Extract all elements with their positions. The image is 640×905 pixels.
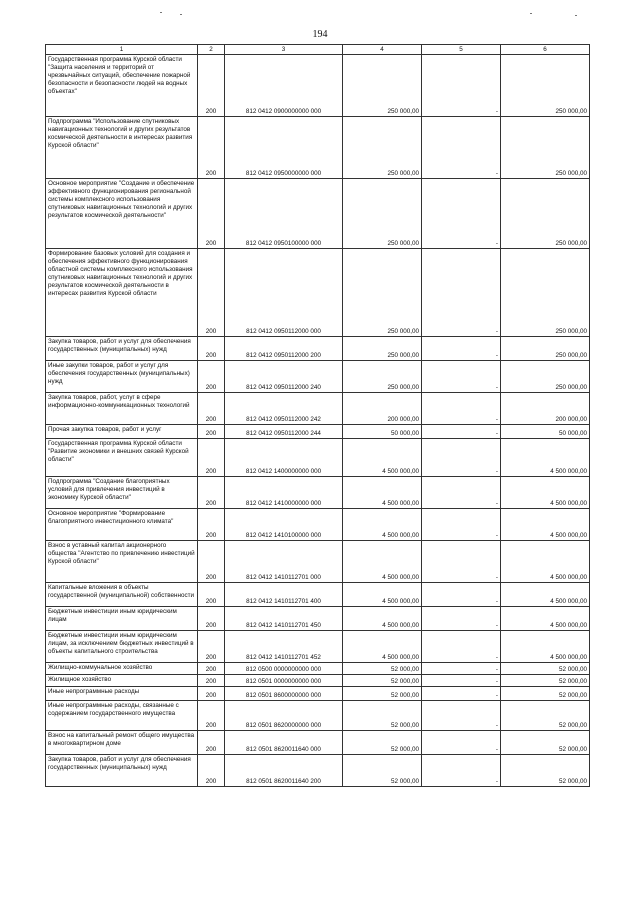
table-row	[46, 663, 590, 675]
row-code-cell: 200	[198, 337, 225, 361]
column-header: 4	[343, 45, 422, 55]
column-header: 2	[198, 45, 225, 55]
row-name-cell: Подпрограмма "Использование спутниковых навигационных технологий и других результатов космической деятельности в интересах развития Курской области"	[46, 117, 198, 179]
row-amount-cell: 4 500 000,00	[343, 439, 422, 477]
row-name-cell: Основное мероприятие "Создание и обеспечение эффективного функционирования региональной системы комплексного использования спутниковых навигационных технологий и других результатов космической деятельности"	[46, 179, 198, 249]
row-total-cell: 52 000,00	[501, 755, 590, 787]
row-total-cell: 50 000,00	[501, 425, 590, 439]
row-col5-cell: -	[422, 663, 501, 675]
row-amount-cell: 52 000,00	[343, 731, 422, 755]
row-name-cell: Жилищно-коммунальное хозяйство	[46, 663, 198, 675]
row-code-cell: 200	[198, 179, 225, 249]
column-header: 1	[46, 45, 198, 55]
row-classification-cell: 812 0412 1410112701 452	[225, 631, 343, 663]
row-amount-cell: 52 000,00	[343, 675, 422, 687]
row-total-cell: 52 000,00	[501, 687, 590, 701]
row-col5-cell: -	[422, 731, 501, 755]
scan-speck	[530, 13, 532, 14]
row-classification-cell: 812 0412 1410112701 000	[225, 541, 343, 583]
row-classification-cell: 812 0412 0950100000 000	[225, 179, 343, 249]
row-name-cell: Основное мероприятие "Формирование благоприятного инвестиционного климата"	[46, 509, 198, 541]
budget-table	[45, 44, 590, 787]
row-amount-cell: 200 000,00	[343, 393, 422, 425]
row-classification-cell: 812 0501 8600000000 000	[225, 687, 343, 701]
row-amount-cell: 250 000,00	[343, 337, 422, 361]
row-code-cell: 200	[198, 541, 225, 583]
row-col5-cell: -	[422, 439, 501, 477]
table-row	[46, 439, 590, 477]
table-row	[46, 337, 590, 361]
row-total-cell: 250 000,00	[501, 337, 590, 361]
row-total-cell: 250 000,00	[501, 55, 590, 117]
row-code-cell: 200	[198, 675, 225, 687]
row-name-cell: Иные непрограммные расходы	[46, 687, 198, 701]
row-name-cell: Подпрограмма "Создание благоприятных условий для привлечения инвестиций в экономику Курской области"	[46, 477, 198, 509]
row-total-cell: 4 500 000,00	[501, 509, 590, 541]
row-total-cell: 250 000,00	[501, 179, 590, 249]
row-code-cell: 200	[198, 687, 225, 701]
column-header-row	[46, 45, 590, 55]
table-row	[46, 393, 590, 425]
row-code-cell: 200	[198, 583, 225, 607]
row-code-cell: 200	[198, 477, 225, 509]
row-col5-cell: -	[422, 675, 501, 687]
row-classification-cell: 812 0412 1410100000 000	[225, 509, 343, 541]
row-amount-cell: 250 000,00	[343, 249, 422, 337]
row-classification-cell: 812 0412 1410000000 000	[225, 477, 343, 509]
row-total-cell: 4 500 000,00	[501, 631, 590, 663]
row-amount-cell: 250 000,00	[343, 179, 422, 249]
row-col5-cell: -	[422, 541, 501, 583]
row-amount-cell: 52 000,00	[343, 663, 422, 675]
row-classification-cell: 812 0501 0000000000 000	[225, 675, 343, 687]
column-header: 6	[501, 45, 590, 55]
row-amount-cell: 52 000,00	[343, 687, 422, 701]
table-row	[46, 675, 590, 687]
row-code-cell: 200	[198, 631, 225, 663]
row-col5-cell: -	[422, 509, 501, 541]
row-name-cell: Закупка товаров, работ и услуг для обеспечения государственных (муниципальных) нужд	[46, 337, 198, 361]
row-name-cell: Формирование базовых условий для создания и обеспечения эффективного функционирования областной системы комплексного использования спутниковых навигационных технологий и других результатов космической деятельности в интересах развития Курской области	[46, 249, 198, 337]
row-total-cell: 4 500 000,00	[501, 583, 590, 607]
row-classification-cell: 812 0501 8620000000 000	[225, 701, 343, 731]
row-col5-cell: -	[422, 117, 501, 179]
row-classification-cell: 812 0412 1400000000 000	[225, 439, 343, 477]
row-code-cell: 200	[198, 117, 225, 179]
row-amount-cell: 4 500 000,00	[343, 607, 422, 631]
row-col5-cell: -	[422, 249, 501, 337]
row-classification-cell: 812 0501 8620011640 200	[225, 755, 343, 787]
row-name-cell: Взнос в уставный капитал акционерного общества "Агентство по привлечению инвестиций Курской области"	[46, 541, 198, 583]
row-code-cell: 200	[198, 439, 225, 477]
row-name-cell: Капитальные вложения в объекты государственной (муниципальной) собственности	[46, 583, 198, 607]
row-classification-cell: 812 0412 1410112701 400	[225, 583, 343, 607]
row-name-cell: Закупка товаров, работ и услуг для обеспечения государственных (муниципальных) нужд	[46, 755, 198, 787]
row-name-cell: Бюджетные инвестиции иным юридическим лицам	[46, 607, 198, 631]
row-classification-cell: 812 0412 0950112000 240	[225, 361, 343, 393]
row-amount-cell: 52 000,00	[343, 755, 422, 787]
table-row	[46, 117, 590, 179]
table-row	[46, 583, 590, 607]
column-header: 3	[225, 45, 343, 55]
row-code-cell: 200	[198, 425, 225, 439]
row-total-cell: 52 000,00	[501, 731, 590, 755]
row-code-cell: 200	[198, 509, 225, 541]
row-name-cell: Бюджетные инвестиции иным юридическим лицам, за исключением бюджетных инвестиций в объекты капитального строительства	[46, 631, 198, 663]
row-total-cell: 52 000,00	[501, 701, 590, 731]
row-code-cell: 200	[198, 663, 225, 675]
row-col5-cell: -	[422, 361, 501, 393]
row-code-cell: 200	[198, 607, 225, 631]
row-col5-cell: -	[422, 425, 501, 439]
row-total-cell: 4 500 000,00	[501, 541, 590, 583]
row-amount-cell: 250 000,00	[343, 117, 422, 179]
row-amount-cell: 4 500 000,00	[343, 631, 422, 663]
row-total-cell: 4 500 000,00	[501, 439, 590, 477]
row-code-cell: 200	[198, 731, 225, 755]
table-row	[46, 249, 590, 337]
row-name-cell: Иные закупки товаров, работ и услуг для обеспечения государственных (муниципальных) нужд	[46, 361, 198, 393]
column-header: 5	[422, 45, 501, 55]
row-name-cell: Закупка товаров, работ, услуг в сфере информационно-коммуникационных технологий	[46, 393, 198, 425]
row-classification-cell: 812 0500 0000000000 000	[225, 663, 343, 675]
row-code-cell: 200	[198, 55, 225, 117]
table-row	[46, 731, 590, 755]
table-row	[46, 361, 590, 393]
row-total-cell: 250 000,00	[501, 249, 590, 337]
row-total-cell: 4 500 000,00	[501, 607, 590, 631]
table-row	[46, 701, 590, 731]
row-col5-cell: -	[422, 179, 501, 249]
row-amount-cell: 4 500 000,00	[343, 541, 422, 583]
row-classification-cell: 812 0412 1410112701 450	[225, 607, 343, 631]
scan-speck	[160, 12, 162, 13]
row-col5-cell: -	[422, 337, 501, 361]
row-total-cell: 52 000,00	[501, 663, 590, 675]
scan-speck	[575, 15, 577, 16]
table-row	[46, 631, 590, 663]
row-classification-cell: 812 0501 8620011640 000	[225, 731, 343, 755]
row-amount-cell: 250 000,00	[343, 361, 422, 393]
row-col5-cell: -	[422, 607, 501, 631]
row-total-cell: 52 000,00	[501, 675, 590, 687]
row-amount-cell: 4 500 000,00	[343, 477, 422, 509]
row-name-cell: Иные непрограммные расходы, связанные с содержанием государственного имущества	[46, 701, 198, 731]
row-name-cell: Жилищное хозяйство	[46, 675, 198, 687]
table-row	[46, 541, 590, 583]
table-row	[46, 179, 590, 249]
scan-speck	[180, 14, 182, 15]
row-classification-cell: 812 0412 0950112000 242	[225, 393, 343, 425]
table-row	[46, 425, 590, 439]
row-total-cell: 4 500 000,00	[501, 477, 590, 509]
row-name-cell: Государственная программа Курской области "Защита населения и территорий от чрезвычайных ситуаций, обеспечение пожарной безопасности и безопасности людей на водных объектах"	[46, 55, 198, 117]
table-row	[46, 477, 590, 509]
table-row	[46, 755, 590, 787]
table-row	[46, 687, 590, 701]
row-code-cell: 200	[198, 393, 225, 425]
table-row	[46, 509, 590, 541]
row-amount-cell: 50 000,00	[343, 425, 422, 439]
row-classification-cell: 812 0412 0950112000 000	[225, 249, 343, 337]
row-name-cell: Прочая закупка товаров, работ и услуг	[46, 425, 198, 439]
row-classification-cell: 812 0412 0950000000 000	[225, 117, 343, 179]
row-code-cell: 200	[198, 755, 225, 787]
row-code-cell: 200	[198, 361, 225, 393]
row-total-cell: 250 000,00	[501, 361, 590, 393]
row-total-cell: 250 000,00	[501, 117, 590, 179]
row-code-cell: 200	[198, 701, 225, 731]
row-classification-cell: 812 0412 0950112000 244	[225, 425, 343, 439]
row-name-cell: Государственная программа Курской области "Развитие экономики и внешних связей Курской области"	[46, 439, 198, 477]
row-classification-cell: 812 0412 0950112000 200	[225, 337, 343, 361]
row-code-cell: 200	[198, 249, 225, 337]
row-col5-cell: -	[422, 687, 501, 701]
page-number: 194	[312, 29, 328, 40]
row-classification-cell: 812 0412 0900000000 000	[225, 55, 343, 117]
row-total-cell: 200 000,00	[501, 393, 590, 425]
row-amount-cell: 52 000,00	[343, 701, 422, 731]
row-amount-cell: 4 500 000,00	[343, 583, 422, 607]
table-row	[46, 607, 590, 631]
row-amount-cell: 250 000,00	[343, 55, 422, 117]
row-col5-cell: -	[422, 477, 501, 509]
table-row	[46, 55, 590, 117]
row-col5-cell: -	[422, 393, 501, 425]
row-col5-cell: -	[422, 755, 501, 787]
row-col5-cell: -	[422, 701, 501, 731]
row-amount-cell: 4 500 000,00	[343, 509, 422, 541]
row-col5-cell: -	[422, 55, 501, 117]
row-name-cell: Взнос на капитальный ремонт общего имущества в многоквартирном доме	[46, 731, 198, 755]
row-col5-cell: -	[422, 583, 501, 607]
row-col5-cell: -	[422, 631, 501, 663]
